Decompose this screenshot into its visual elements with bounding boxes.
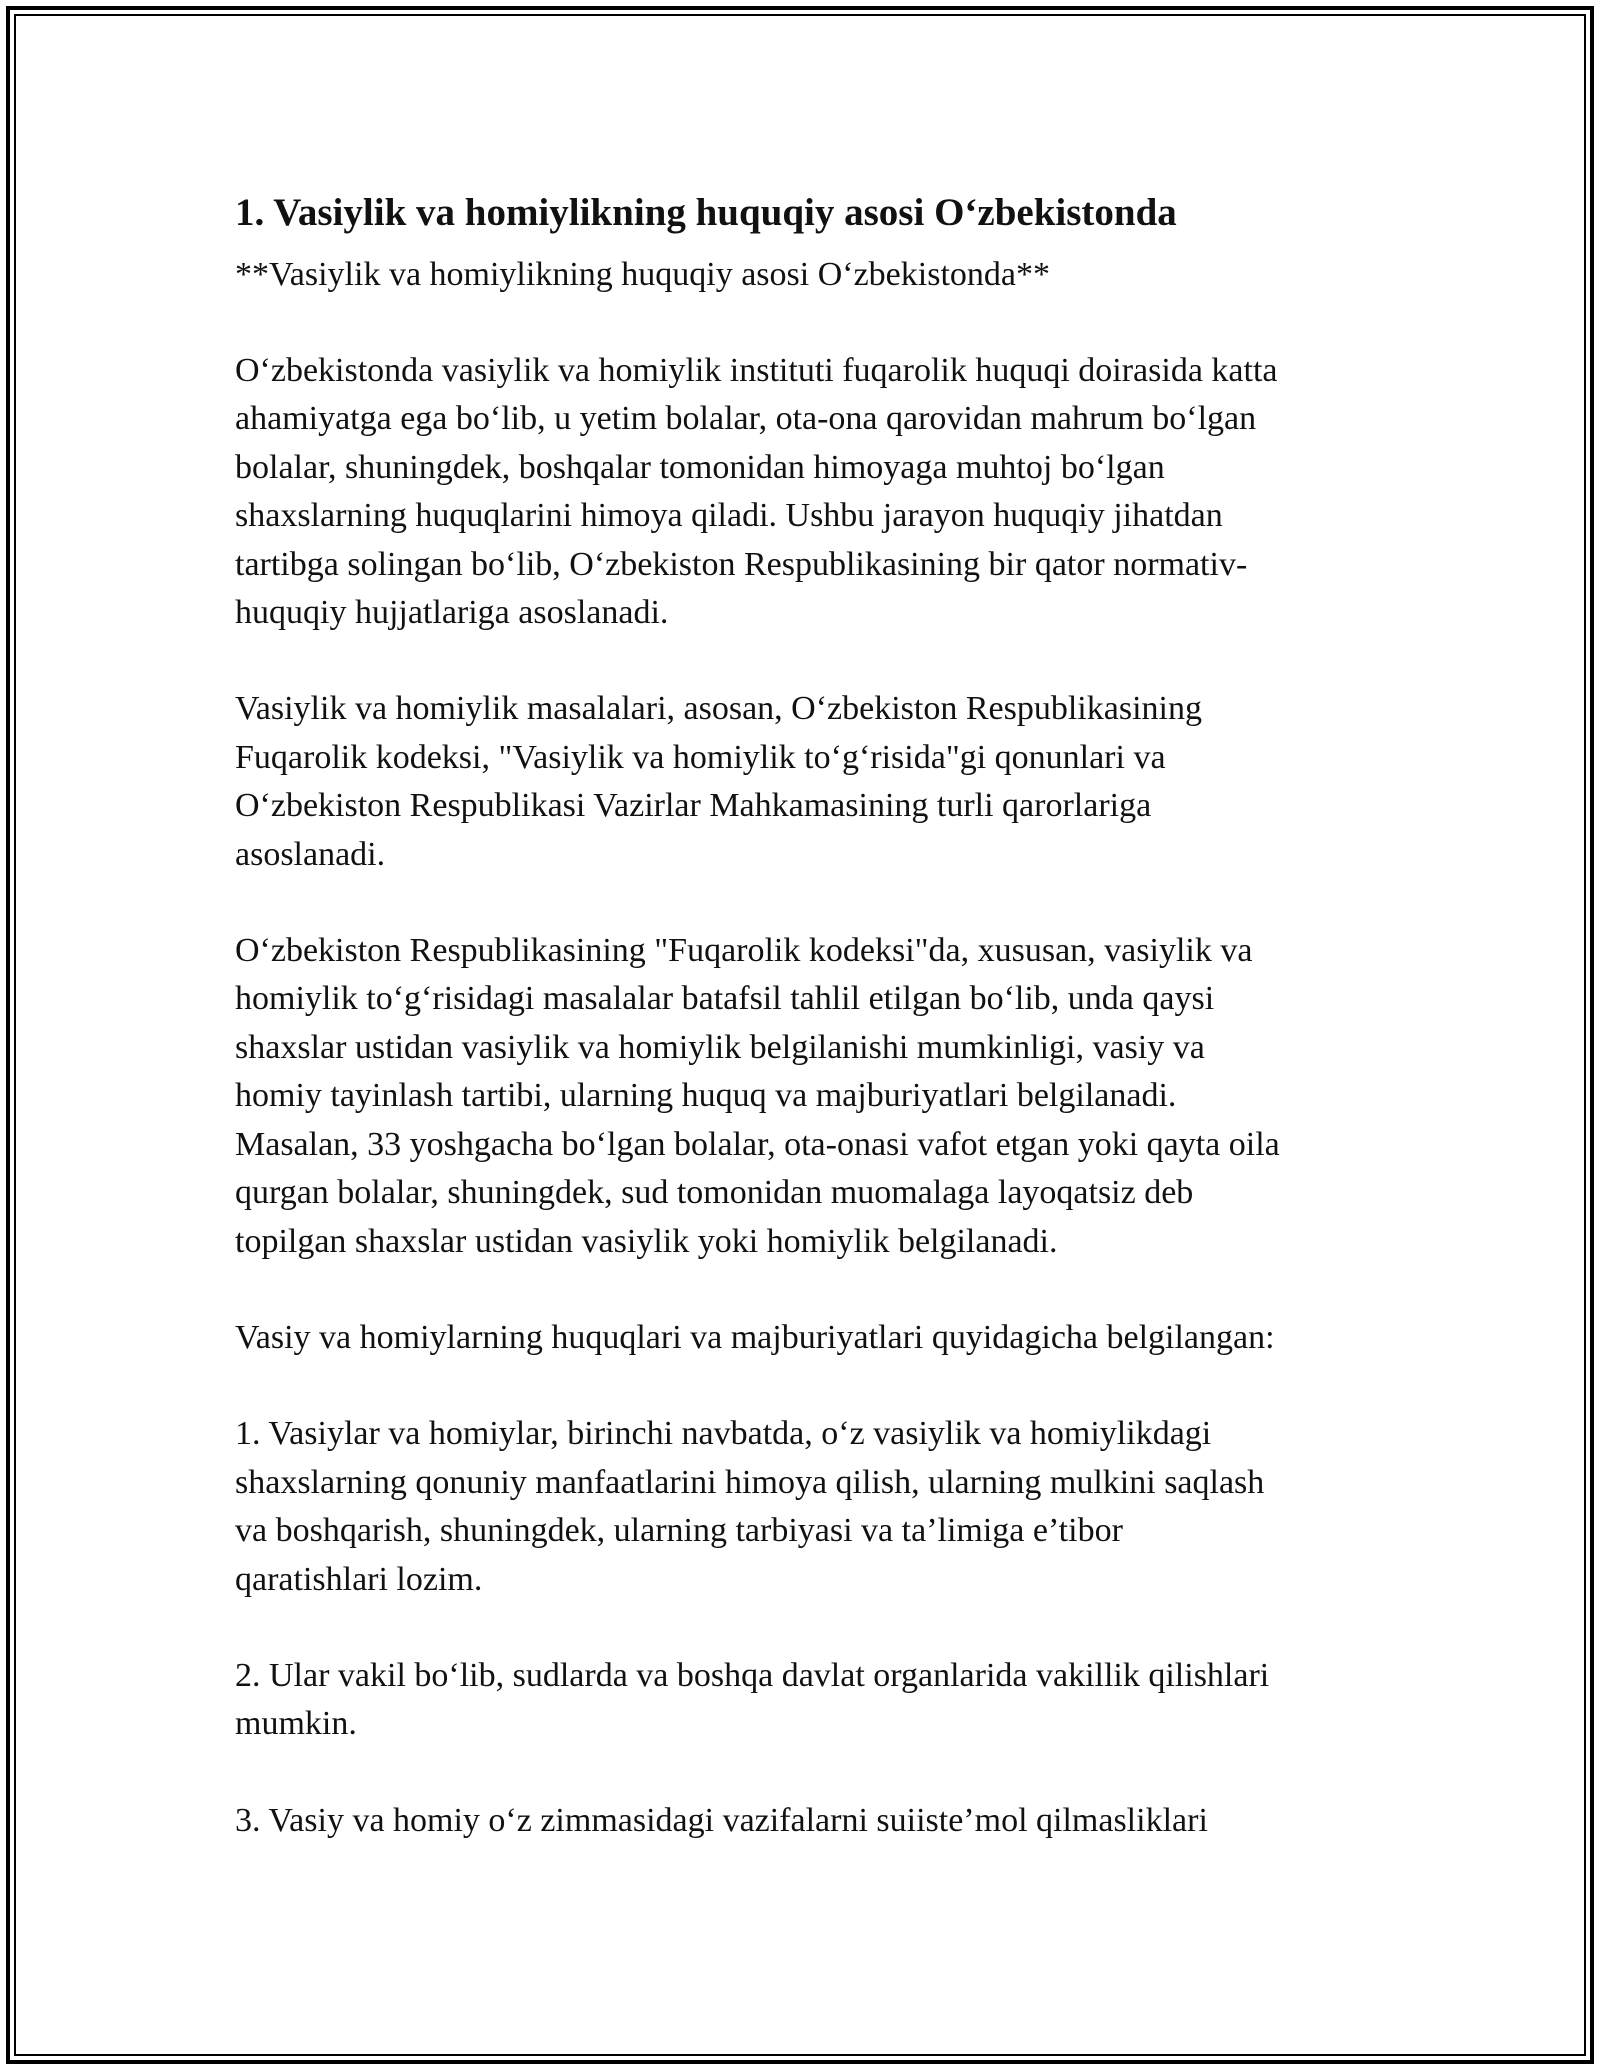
document-subtitle: **Vasiylik va homiylikning huquqiy asosi O‘zbekistonda** — [235, 256, 1050, 293]
text-line: shaxslar ustidan vasiylik va homiylik belgilanishi mumkinligi, vasiy va — [235, 1028, 1205, 1066]
text-line: 3. Vasiy va homiy o‘z zimmasidagi vazifalarni suiiste’mol qilmasliklari — [235, 1801, 1208, 1839]
text-line: shaxslarning qonuniy manfaatlarini himoya qilish, ularning mulkini saqlash — [235, 1463, 1265, 1501]
text-line: tartibga solingan bo‘lib, O‘zbekiston Respublikasining bir qator normativ- — [235, 545, 1248, 583]
text-line: O‘zbekiston Respublikasining "Fuqarolik kodeksi"da, xususan, vasiylik va — [235, 932, 1253, 970]
text-line: Vasiylik va homiylik masalalari, asosan, O‘zbekiston Respublikasining — [235, 690, 1202, 728]
list-item-1 — [235, 1410, 1375, 1604]
text-line: qaratishlari lozim. — [235, 1560, 483, 1598]
list-item-3 — [235, 1797, 1375, 1845]
text-line: qurgan bolalar, shuningdek, sud tomonidan muomalaga layoqatsiz deb — [235, 1174, 1194, 1212]
text-line: shaxslarning huquqlarini himoya qiladi. Ushbu jarayon huquqiy jihatdan — [235, 497, 1223, 535]
text-line: O‘zbekistonda vasiylik va homiylik instituti fuqarolik huquqi doirasida katta — [235, 352, 1278, 389]
list-item-2 — [235, 1652, 1375, 1749]
paragraph-rights-intro — [235, 1314, 1375, 1362]
text-line: mumkin. — [235, 1705, 357, 1743]
paragraph-civil-code — [235, 927, 1375, 1266]
text-line: 2. Ular vakil bo‘lib, sudlarda va boshqa davlat organlarida vakillik qilishlari — [235, 1656, 1270, 1694]
document-title: 1. Vasiylik va homiylikning huquqiy asosi O‘zbekistonda — [235, 191, 1177, 234]
text-line: Masalan, 33 yoshgacha bo‘lgan bolalar, ota-onasi vafot etgan yoki qayta oila — [235, 1125, 1280, 1163]
text-line: Fuqarolik kodeksi, "Vasiylik va homiylik to‘g‘risida"gi qonunlari va — [235, 738, 1166, 776]
text-line: Vasiy va homiylarning huquqlari va majburiyatlari quyidagicha belgilangan: — [235, 1318, 1275, 1356]
text-line: 1. Vasiylar va homiylar, birinchi navbatda, o‘z vasiylik va homiylikdagi — [235, 1415, 1212, 1453]
text-line: O‘zbekiston Respublikasi Vazirlar Mahkamasining turli qarorlariga — [235, 787, 1152, 825]
text-line: ahamiyatga ega bo‘lib, u yetim bolalar, ota-ona qarovidan mahrum bo‘lgan — [235, 400, 1257, 438]
paragraph-legal-basis — [235, 685, 1375, 879]
text-line: bolalar, shuningdek, boshqalar tomonidan himoyaga muhtoj bo‘lgan — [235, 448, 1165, 486]
paragraph-intro — [235, 347, 1375, 637]
text-line: va boshqarish, shuningdek, ularning tarbiyasi va ta’limiga e’tibor — [235, 1512, 1123, 1550]
document-content — [235, 185, 1375, 1845]
text-line: topilgan shaxslar ustidan vasiylik yoki homiylik belgilanadi. — [235, 1222, 1058, 1260]
text-line: asoslanadi. — [235, 835, 386, 873]
text-line: homiy tayinlash tartibi, ularning huquq va majburiyatlari belgilanadi. — [235, 1077, 1177, 1115]
text-line: homiylik to‘g‘risidagi masalalar batafsil tahlil etilgan bo‘lib, unda qaysi — [235, 980, 1215, 1018]
text-line: huquqiy hujjatlariga asoslanadi. — [235, 594, 669, 632]
